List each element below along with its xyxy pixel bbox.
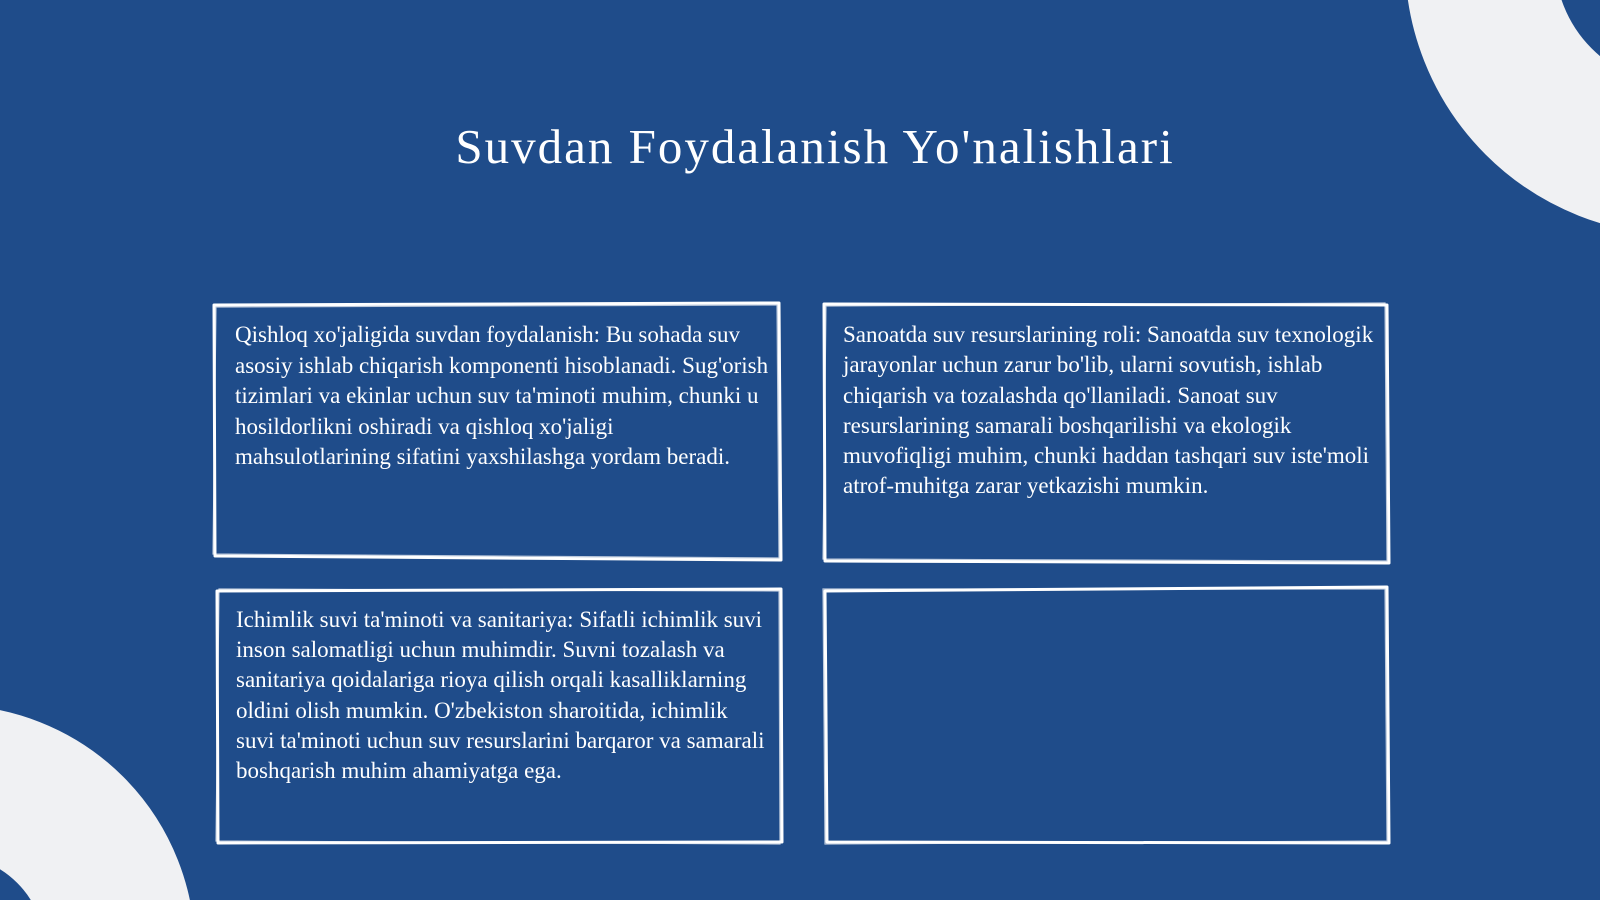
card-drinking-water xyxy=(216,588,783,845)
card-text: Qishloq xo'jaligida suvdan foydalanish: Bu sohada suv asosiy ishlab chiqarish komponenti hisoblanadi. Sug'orish tizimlari va ekinlar uchun suv ta'minoti muhim, chunki u hosildorlikni oshiradi va qishloq xo'jaligi mahsulotlarining sifatini yaxshilashga yordam beradi. xyxy=(235,322,769,469)
bottom-left-ring-decoration xyxy=(0,780,120,900)
card-text: Ichimlik suvi ta'minoti va sanitariya: Sifatli ichimlik suvi inson salomatligi uchun muhimdir. Suvni tozalash va sanitariya qoidalariga rioya qilish orqali kasalliklarning oldini olish mumkin. O'zbekiston sharoitida, ichimlik suvi ta'minoti uchun suv resurslarini barqaror va samarali boshqarish muhim ahamiyatga ega. xyxy=(236,607,765,784)
card-industry xyxy=(823,303,1390,565)
card-agriculture xyxy=(212,303,782,563)
card-frame xyxy=(823,586,1390,845)
card-empty xyxy=(823,586,1390,845)
card-text: Sanoatda suv resurslarining roli: Sanoatda suv texnologik jarayonlar uchun zarur bo'lib, ularni sovutish, ishlab chiqarish va tozalashda qo'llaniladi. Sanoat suv resurslarining samarali boshqarilishi va ekologik muvofiqligi muhim, chunki haddan tashqari suv iste'moli atrof-muhitga zarar yetkazishi mumkin. xyxy=(843,322,1374,499)
slide-title: Suvdan Foydalanish Yo'nalishlari xyxy=(455,119,1175,174)
